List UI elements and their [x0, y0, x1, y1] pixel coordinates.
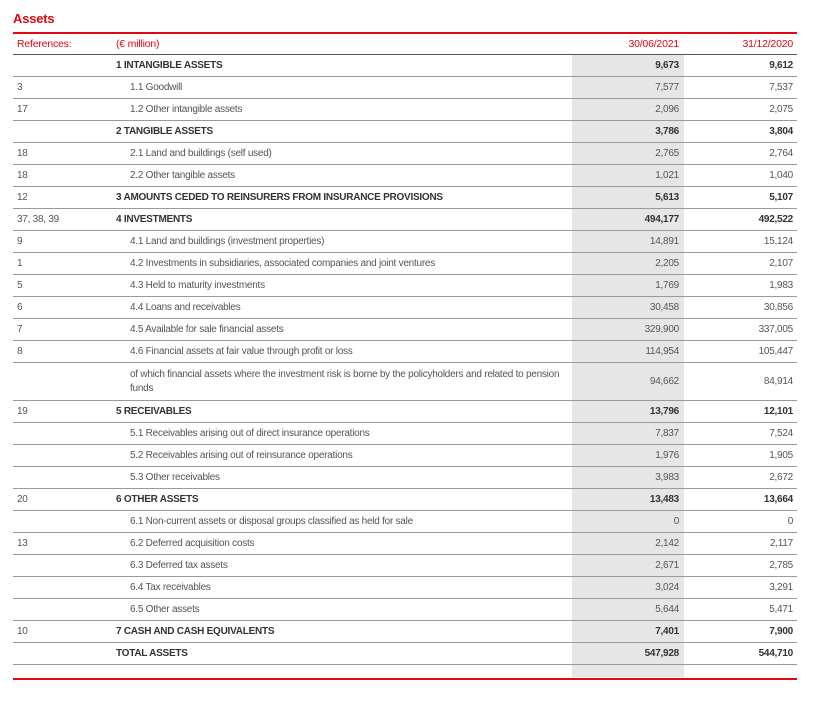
value-31-12-2020: 3,291: [769, 581, 793, 593]
value-31-12-2020: 1,983: [769, 279, 793, 291]
value-31-12-2020: 105,447: [758, 345, 793, 357]
value-31-12-2020: 2,672: [769, 471, 793, 483]
table-row: [13, 187, 797, 209]
table-row: [13, 621, 797, 643]
table-row: [13, 643, 797, 665]
row-description: TOTAL ASSETS: [116, 647, 188, 659]
value-31-12-2020: 544,710: [758, 647, 793, 659]
value-30-06-2021: 14,891: [649, 235, 679, 247]
header-references: References:: [17, 38, 72, 50]
table-row: [13, 363, 797, 401]
row-description: 6.2 Deferred acquisition costs: [130, 537, 255, 549]
value-31-12-2020: 5,471: [769, 603, 793, 615]
row-reference: 17: [17, 103, 28, 115]
value-31-12-2020: 2,107: [769, 257, 793, 269]
value-31-12-2020: 12,101: [763, 405, 793, 417]
value-31-12-2020: 1,040: [769, 169, 793, 181]
row-description: 4.4 Loans and receivables: [130, 301, 241, 313]
row-description: 1.2 Other intangible assets: [130, 103, 243, 115]
row-reference: 10: [17, 625, 28, 637]
row-description: 2 TANGIBLE ASSETS: [116, 125, 213, 137]
value-30-06-2021: 1,021: [655, 169, 679, 181]
table-row: [13, 165, 797, 187]
value-31-12-2020: 2,785: [769, 559, 793, 571]
header-col-2021: 30/06/2021: [628, 38, 679, 50]
row-reference: 7: [17, 323, 23, 335]
row-reference: 20: [17, 493, 28, 505]
bottom-red-rule: [13, 678, 797, 680]
row-reference: 18: [17, 169, 28, 181]
row-description: 5.1 Receivables arising out of direct insurance operations: [130, 427, 370, 439]
value-30-06-2021: 30,458: [649, 301, 679, 313]
table-row: [13, 121, 797, 143]
row-reference: 37, 38, 39: [17, 213, 59, 225]
row-reference: 6: [17, 301, 23, 313]
row-description: 5.3 Other receivables: [130, 471, 220, 483]
value-30-06-2021: 2,671: [655, 559, 679, 571]
table-row: [13, 341, 797, 363]
row-description: 6 OTHER ASSETS: [116, 493, 199, 505]
table-row: [13, 319, 797, 341]
table-row: [13, 55, 797, 77]
table-row: [13, 577, 797, 599]
table-row: [13, 467, 797, 489]
table-row: [13, 77, 797, 99]
value-30-06-2021: 94,662: [649, 375, 679, 387]
value-31-12-2020: 2,764: [769, 147, 793, 159]
value-30-06-2021: 5,613: [655, 191, 679, 203]
value-31-12-2020: 0: [787, 515, 793, 527]
row-description: 4 INVESTMENTS: [116, 213, 193, 225]
header-col-2020: 31/12/2020: [742, 38, 793, 50]
row-reference: 5: [17, 279, 23, 291]
row-description: 6.4 Tax receivables: [130, 581, 211, 593]
value-30-06-2021: 547,928: [644, 647, 679, 659]
value-30-06-2021: 3,024: [655, 581, 679, 593]
value-31-12-2020: 2,075: [769, 103, 793, 115]
table-row: [13, 253, 797, 275]
header-unit: (€ million): [116, 38, 160, 50]
row-description: 4.5 Available for sale financial assets: [130, 323, 284, 335]
row-reference: 19: [17, 405, 28, 417]
value-31-12-2020: 9,612: [769, 59, 793, 71]
row-reference: 3: [17, 81, 23, 93]
row-reference: 12: [17, 191, 28, 203]
value-30-06-2021: 7,837: [655, 427, 679, 439]
row-description: of which financial assets where the investment risk is borne by the policyholders and related to pension funds: [130, 368, 560, 394]
value-31-12-2020: 30,856: [763, 301, 793, 313]
table-body: [13, 55, 797, 665]
table-row: [13, 423, 797, 445]
value-31-12-2020: 3,804: [769, 125, 793, 137]
row-description: 5.2 Receivables arising out of reinsurance operations: [130, 449, 353, 461]
table-row: [13, 99, 797, 121]
row-description: 1.1 Goodwill: [130, 81, 183, 93]
table-row: [13, 599, 797, 621]
value-30-06-2021: 1,769: [655, 279, 679, 291]
value-30-06-2021: 329,900: [644, 323, 679, 335]
value-30-06-2021: 9,673: [655, 59, 679, 71]
table-row: [13, 555, 797, 577]
table-row: [13, 231, 797, 253]
value-30-06-2021: 114,954: [645, 345, 679, 357]
row-description: 6.1 Non-current assets or disposal groups classified as held for sale: [130, 515, 413, 527]
table-row: [13, 511, 797, 533]
value-31-12-2020: 492,522: [758, 213, 793, 225]
value-30-06-2021: 1,976: [655, 449, 679, 461]
row-description: 5 RECEIVABLES: [116, 405, 192, 417]
value-30-06-2021: 0: [673, 515, 679, 527]
value-31-12-2020: 7,537: [769, 81, 793, 93]
row-description: 4.3 Held to maturity investments: [130, 279, 265, 291]
value-30-06-2021: 2,205: [655, 257, 679, 269]
value-31-12-2020: 1,905: [769, 449, 793, 461]
table-row: [13, 297, 797, 319]
page-title: Assets: [13, 11, 55, 26]
row-description: 2.1 Land and buildings (self used): [130, 147, 272, 159]
value-30-06-2021: 2,142: [655, 537, 679, 549]
table-row: [13, 445, 797, 467]
table-row: [13, 143, 797, 165]
table-row: [13, 401, 797, 423]
value-31-12-2020: 337,005: [758, 323, 793, 335]
row-reference: 13: [17, 537, 28, 549]
row-description: 4.1 Land and buildings (investment properties): [130, 235, 325, 247]
row-description: 3 AMOUNTS CEDED TO REINSURERS FROM INSURANCE PROVISIONS: [116, 191, 443, 203]
row-description: 6.5 Other assets: [130, 603, 200, 615]
row-description: 1 INTANGIBLE ASSETS: [116, 59, 223, 71]
table-row: [13, 489, 797, 511]
value-31-12-2020: 84,914: [763, 375, 793, 387]
value-31-12-2020: 13,664: [763, 493, 793, 505]
value-30-06-2021: 3,983: [655, 471, 679, 483]
value-30-06-2021: 5,644: [655, 603, 679, 615]
value-31-12-2020: 2,117: [769, 537, 793, 549]
value-30-06-2021: 7,401: [655, 625, 679, 637]
value-31-12-2020: 7,900: [769, 625, 793, 637]
value-31-12-2020: 15,124: [763, 235, 793, 247]
row-description: 4.6 Financial assets at fair value through profit or loss: [130, 345, 353, 357]
value-31-12-2020: 5,107: [769, 191, 793, 203]
table-row: [13, 275, 797, 297]
table-row: [13, 209, 797, 231]
value-31-12-2020: 7,524: [769, 427, 793, 439]
value-30-06-2021: 494,177: [644, 213, 679, 225]
row-reference: 9: [17, 235, 23, 247]
row-description: 6.3 Deferred tax assets: [130, 559, 228, 571]
row-reference: 8: [17, 345, 23, 357]
value-30-06-2021: 13,796: [649, 405, 679, 417]
row-reference: 1: [17, 257, 23, 269]
row-description: 7 CASH AND CASH EQUIVALENTS: [116, 625, 275, 637]
value-30-06-2021: 2,765: [655, 147, 679, 159]
row-description: 2.2 Other tangible assets: [130, 169, 235, 181]
table-row: [13, 533, 797, 555]
row-reference: 18: [17, 147, 28, 159]
value-30-06-2021: 2,096: [655, 103, 679, 115]
table-header: [13, 34, 797, 54]
value-30-06-2021: 13,483: [649, 493, 679, 505]
row-description: 4.2 Investments in subsidiaries, associated companies and joint ventures: [130, 257, 435, 269]
value-30-06-2021: 3,786: [655, 125, 679, 137]
value-30-06-2021: 7,577: [655, 81, 679, 93]
